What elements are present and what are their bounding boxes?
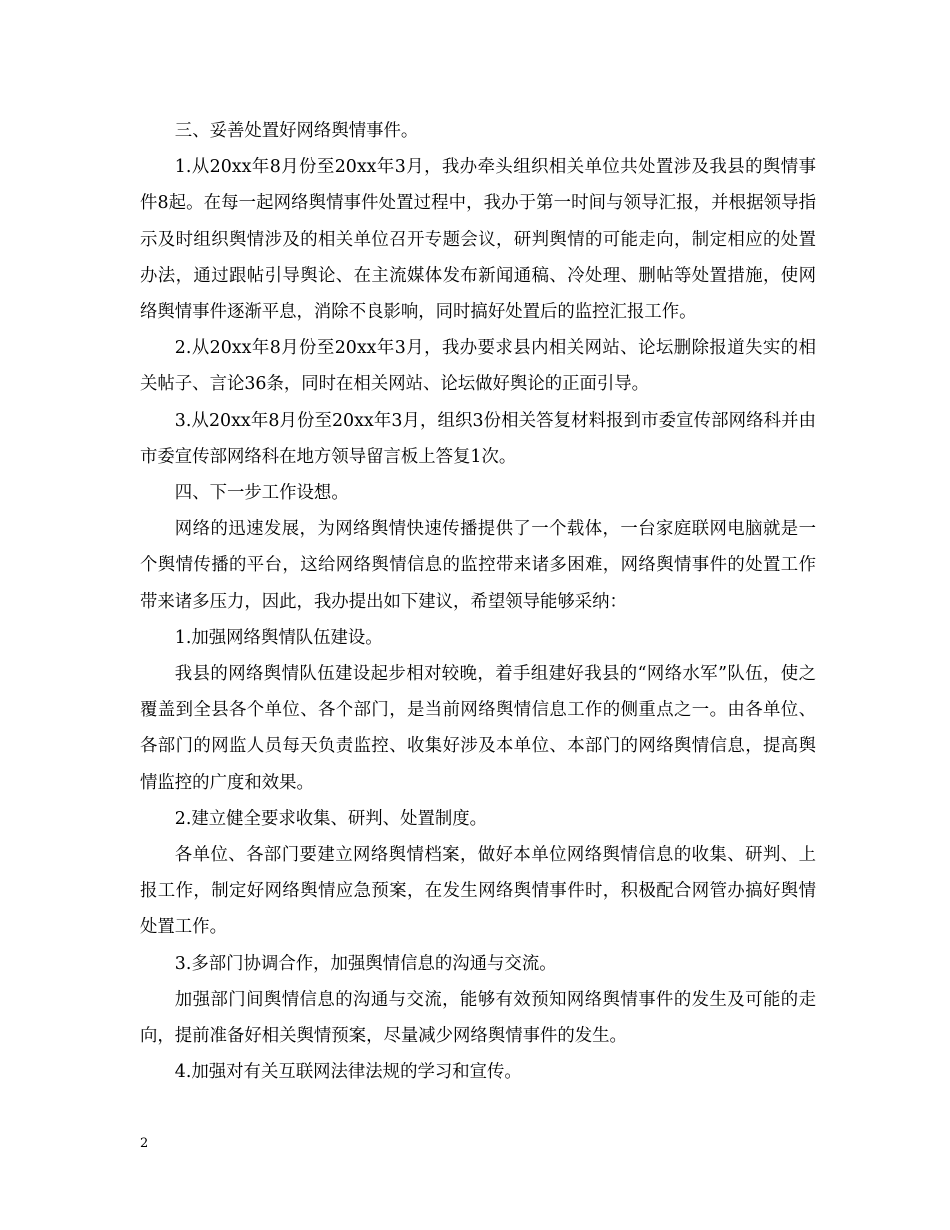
document-body xyxy=(140,113,816,1090)
paragraph-team-building: 我县的网络舆情队伍建设起步相对较晚，着手组建好我县的“网络水军”队伍，使之覆盖到全县各个单位、各个部门，是当前网络舆情信息工作的侧重点之一。由各单位、各部门的网监人员每天负责监控、收集好涉及本单位、本部门的网络舆情信息，提高舆情监控的广度和效果。 xyxy=(140,664,816,793)
paragraph-item-2: 2.从20xx年8月份至20xx年3月，我办要求县内相关网站、论坛删除报道失实的相关帖子、言论36条，同时在相关网站、论坛做好舆论的正面引导。 xyxy=(140,338,816,395)
paragraph-item-3: 3.从20xx年8月份至20xx年3月，组织3份相关答复材料报到市委宣传部网络科并由市委宣传部网络科在地方领导留言板上答复1次。 xyxy=(140,410,816,467)
subheading-team-building: 1.加强网络舆情队伍建设。 xyxy=(174,627,383,648)
section-heading-handle-incidents: 三、妥善处置好网络舆情事件。 xyxy=(174,121,419,141)
section-heading-next-steps: 四、下一步工作设想。 xyxy=(174,483,349,504)
paragraph-cooperation: 加强部门间舆情信息的沟通与交流，能够有效预知网络舆情事件的发生及可能的走向，提前准备好相关舆情预案，尽量减少网络舆情事件的发生。 xyxy=(140,989,816,1047)
paragraph-item-1: 1.从20xx年8月份至20xx年3月，我办牵头组织相关单位共处置涉及我县的舆情事件8起。在每一起网络舆情事件处置过程中，我办于第一时间与领导汇报，并根据领导指示及时组织舆情涉及的相关单位召开专题会议，研判舆情的可能走向，制定相应的处置办法，通过跟帖引导舆论、在主流媒体发布新闻通稿、冷处理、删帖等处置措施，使网络舆情事件逐渐平息，消除不良影响，同时搞好处置后的监控汇报工作。 xyxy=(140,157,816,323)
paragraph-system: 各单位、各部门要建立网络舆情档案，做好本单位网络舆情信息的收集、研判、上报工作，制定好网络舆情应急预案，在发生网络舆情事件时，积极配合网管办搞好舆情处置工作。 xyxy=(140,845,816,938)
paragraph-intro: 网络的迅速发展，为网络舆情快速传播提供了一个载体，一台家庭联网电脑就是一个舆情传播的平台，这给网络舆情信息的监控带来诸多困难，网络舆情事件的处置工作带来诸多压力，因此，我办提出如下建议，希望领导能够采纳： xyxy=(140,519,816,612)
subheading-law-study: 4.加强对有关互联网法律法规的学习和宣传。 xyxy=(174,1062,522,1083)
page-number: 2 xyxy=(140,1136,149,1151)
subheading-cooperation: 3.多部门协调合作，加强舆情信息的沟通与交流。 xyxy=(174,953,557,974)
subheading-system: 2.建立健全要求收集、研判、处置制度。 xyxy=(174,808,488,829)
